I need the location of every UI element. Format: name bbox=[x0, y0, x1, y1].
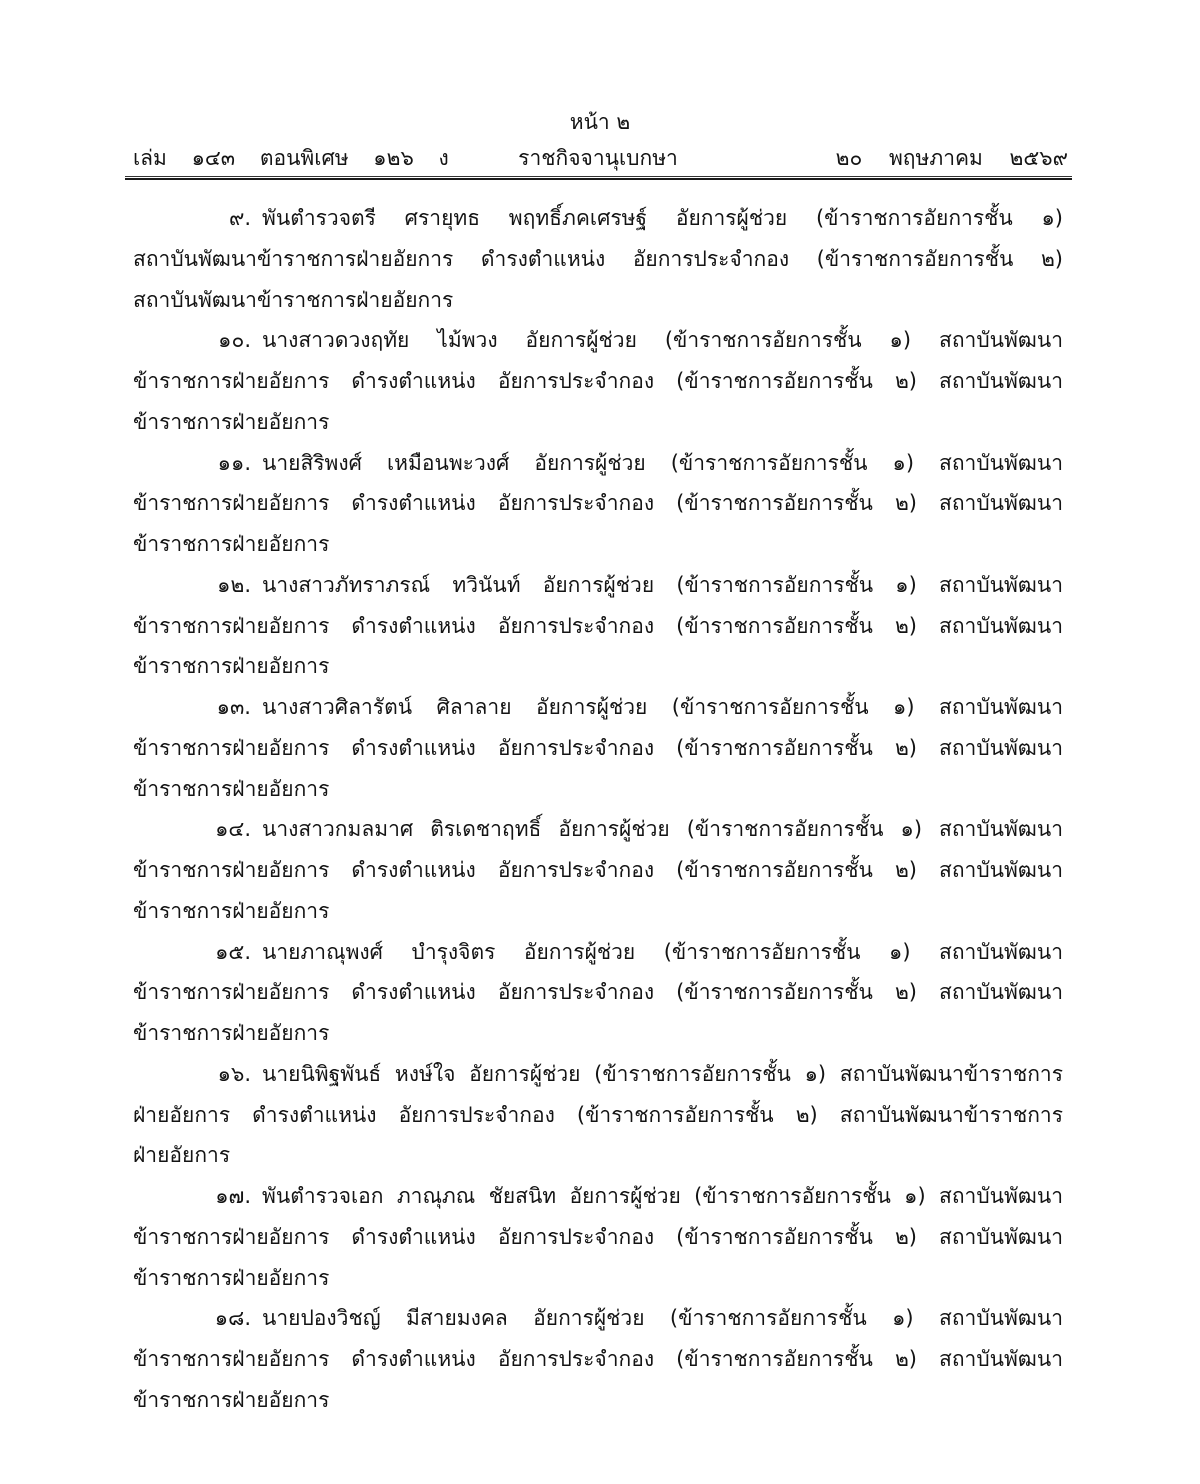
item-number: ๑๗. bbox=[215, 1184, 251, 1208]
gazette-date: ๒๐ พฤษภาคม ๒๕๖๙ bbox=[835, 146, 1068, 170]
appointment-item bbox=[133, 1054, 1063, 1176]
appointment-item bbox=[133, 1298, 1063, 1420]
item-text: นางสาวศิลารัตน์ ศิลาลาย อัยการผู้ช่วย (ข้าราชการอัยการชั้น ๑) สถาบันพัฒนา bbox=[262, 695, 1063, 719]
appointment-item bbox=[133, 320, 1063, 442]
item-line: ข้าราชการฝ่ายอัยการ bbox=[133, 654, 330, 679]
item-line: ข้าราชการฝ่ายอัยการ bbox=[133, 898, 330, 923]
item-text: นายปองวิชญ์ มีสายมงคล อัยการผู้ช่วย (ข้าราชการอัยการชั้น ๑) สถาบันพัฒนา bbox=[262, 1306, 1063, 1331]
item-text: พันตำรวจตรี ศรายุทธ พฤทธิ์ภคเศรษฐ์ อัยการผู้ช่วย (ข้าราชการอัยการชั้น ๑) bbox=[262, 206, 1063, 230]
item-line: ข้าราชการฝ่ายอัยการ bbox=[133, 532, 330, 556]
item-number: ๑๓. bbox=[216, 695, 251, 719]
item-line: ข้าราชการฝ่ายอัยการ ดำรงตำแหน่ง อัยการประจำกอง (ข้าราชการอัยการชั้น ๒) สถาบันพัฒนา bbox=[133, 491, 1063, 516]
item-first-line bbox=[133, 1298, 1063, 1339]
item-text: นางสาวดวงฤทัย ไม้พวง อัยการผู้ช่วย (ข้าราชการอัยการชั้น ๑) สถาบันพัฒนา bbox=[262, 328, 1063, 353]
item-line: ข้าราชการฝ่ายอัยการ bbox=[133, 1265, 330, 1290]
item-text: นายนิพิฐพันธ์ หงษ์ใจ อัยการผู้ช่วย (ข้าราชการอัยการชั้น ๑) สถาบันพัฒนาข้าราชการ bbox=[262, 1061, 1063, 1086]
item-number: ๑๑. bbox=[217, 450, 251, 475]
item-line: ข้าราชการฝ่ายอัยการ bbox=[133, 1387, 330, 1412]
item-first-line bbox=[133, 809, 1063, 850]
item-number: ๑๕. bbox=[215, 939, 251, 964]
item-line: สถาบันพัฒนาข้าราชการฝ่ายอัยการ ดำรงตำแหน่ง อัยการประจำกอง (ข้าราชการอัยการชั้น ๒) bbox=[133, 246, 1063, 271]
item-number: ๑๘. bbox=[214, 1306, 251, 1331]
appointment-item bbox=[133, 443, 1063, 565]
gazette-header bbox=[133, 142, 1068, 174]
item-first-line bbox=[133, 320, 1063, 361]
item-line: ข้าราชการฝ่ายอัยการ ดำรงตำแหน่ง อัยการประจำกอง (ข้าราชการอัยการชั้น ๒) สถาบันพัฒนา bbox=[133, 980, 1063, 1005]
item-first-line bbox=[133, 687, 1063, 728]
appointment-item bbox=[133, 565, 1063, 687]
item-text: นายภาณุพงศ์ บำรุงจิตร อัยการผู้ช่วย (ข้าราชการอัยการชั้น ๑) สถาบันพัฒนา bbox=[262, 939, 1063, 964]
gazette-title: ราชกิจจานุเบกษา bbox=[518, 146, 678, 170]
item-first-line bbox=[133, 198, 1063, 239]
appointment-item bbox=[133, 687, 1063, 809]
item-text: นางสาวภัทราภรณ์ ทวินันท์ อัยการผู้ช่วย (ข้าราชการอัยการชั้น ๑) สถาบันพัฒนา bbox=[262, 572, 1063, 597]
page-number: หน้า ๒ bbox=[569, 110, 631, 134]
item-line: ข้าราชการฝ่ายอัยการ ดำรงตำแหน่ง อัยการประจำกอง (ข้าราชการอัยการชั้น ๒) สถาบันพัฒนา bbox=[133, 613, 1063, 638]
item-first-line bbox=[133, 1176, 1063, 1217]
item-text: พันตำรวจเอก ภาณุภณ ชัยสนิท อัยการผู้ช่วย (ข้าราชการอัยการชั้น ๑) สถาบันพัฒนา bbox=[262, 1184, 1063, 1208]
item-number: ๑๒. bbox=[217, 572, 251, 597]
appointment-item bbox=[133, 809, 1063, 931]
item-number: ๑๔. bbox=[215, 817, 251, 842]
item-line: ข้าราชการฝ่ายอัยการ ดำรงตำแหน่ง อัยการประจำกอง (ข้าราชการอัยการชั้น ๒) สถาบันพัฒนา bbox=[133, 735, 1063, 760]
item-line: ฝ่ายอัยการ ดำรงตำแหน่ง อัยการประจำกอง (ข้าราชการอัยการชั้น ๒) สถาบันพัฒนาข้าราชการ bbox=[133, 1102, 1063, 1127]
item-number: ๑๐. bbox=[218, 328, 251, 353]
gazette-volume: เล่ม ๑๔๓ ตอนพิเศษ ๑๒๖ ง bbox=[133, 146, 449, 170]
item-first-line bbox=[133, 1054, 1063, 1095]
item-first-line bbox=[133, 932, 1063, 973]
item-text: นายสิริพงศ์ เหมือนพะวงศ์ อัยการผู้ช่วย (ข้าราชการอัยการชั้น ๑) สถาบันพัฒนา bbox=[262, 450, 1063, 475]
appointment-item bbox=[133, 1176, 1063, 1298]
appointment-item bbox=[133, 932, 1063, 1054]
item-number: ๑๖. bbox=[217, 1061, 251, 1086]
item-first-line bbox=[133, 565, 1063, 606]
appointment-item bbox=[133, 198, 1063, 320]
item-line: ข้าราชการฝ่ายอัยการ ดำรงตำแหน่ง อัยการประจำกอง (ข้าราชการอัยการชั้น ๒) สถาบันพัฒนา bbox=[133, 1347, 1063, 1371]
item-line: ข้าราชการฝ่ายอัยการ bbox=[133, 409, 330, 434]
item-line: ข้าราชการฝ่ายอัยการ ดำรงตำแหน่ง อัยการประจำกอง (ข้าราชการอัยการชั้น ๒) สถาบันพัฒนา bbox=[133, 369, 1063, 393]
item-first-line bbox=[133, 443, 1063, 484]
appointment-list bbox=[133, 198, 1063, 1421]
item-line: ข้าราชการฝ่ายอัยการ bbox=[133, 776, 330, 801]
item-line: ข้าราชการฝ่ายอัยการ ดำรงตำแหน่ง อัยการประจำกอง (ข้าราชการอัยการชั้น ๒) สถาบันพัฒนา bbox=[133, 858, 1063, 882]
item-line: สถาบันพัฒนาข้าราชการฝ่ายอัยการ bbox=[133, 287, 454, 312]
item-number: ๙. bbox=[228, 206, 251, 230]
item-line: ข้าราชการฝ่ายอัยการ ดำรงตำแหน่ง อัยการประจำกอง (ข้าราชการอัยการชั้น ๒) สถาบันพัฒนา bbox=[133, 1224, 1063, 1249]
header-rule bbox=[125, 176, 1072, 180]
item-text: นางสาวกมลมาศ ติรเดชาฤทธิ์ อัยการผู้ช่วย (ข้าราชการอัยการชั้น ๑) สถาบันพัฒนา bbox=[262, 817, 1063, 842]
item-line: ข้าราชการฝ่ายอัยการ bbox=[133, 1021, 330, 1045]
item-line: ฝ่ายอัยการ bbox=[133, 1143, 231, 1168]
